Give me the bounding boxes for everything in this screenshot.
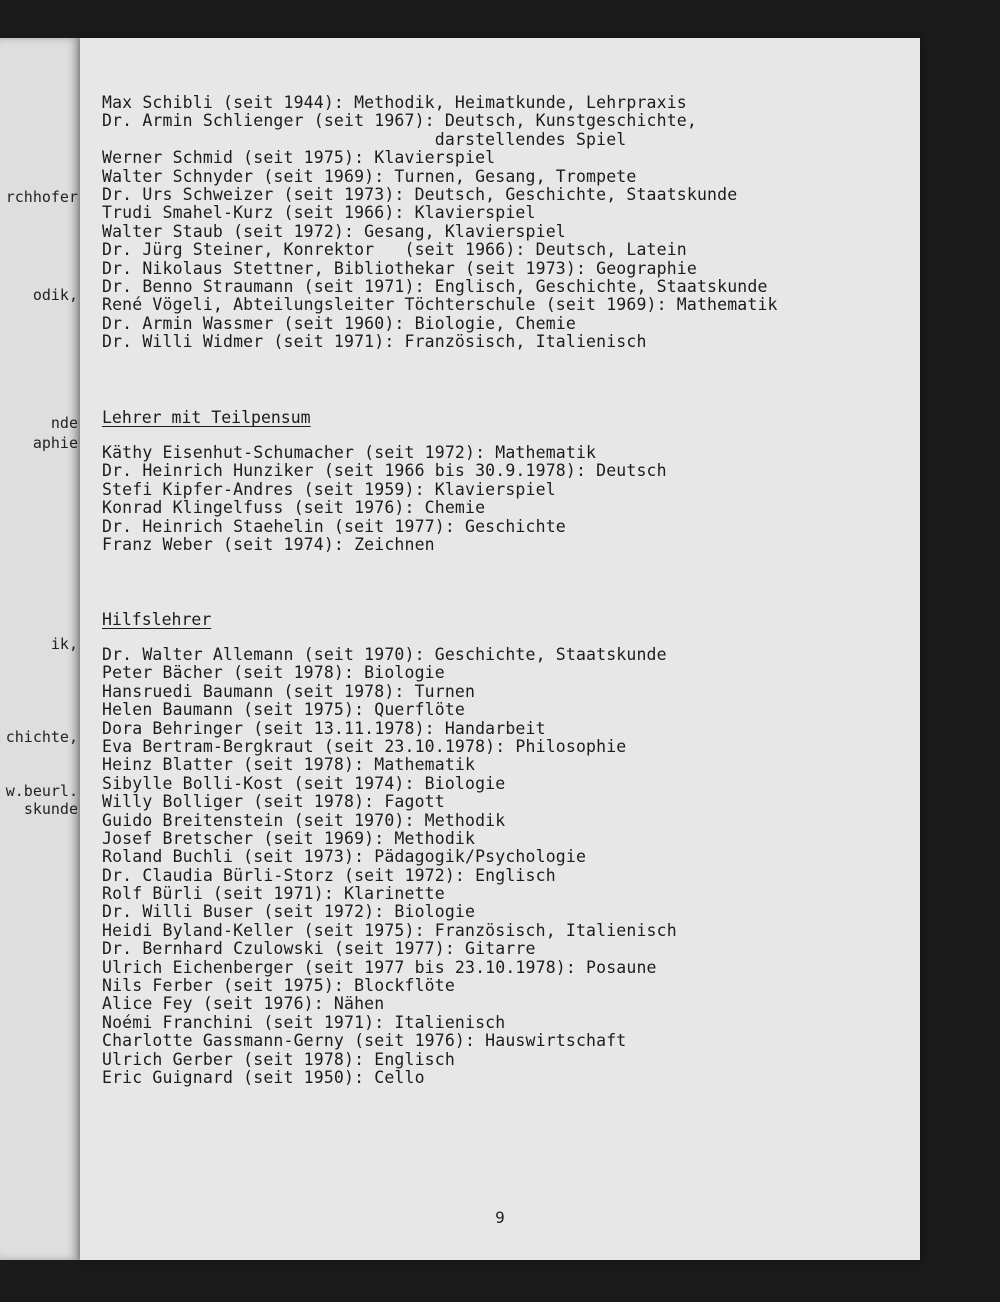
staff-entry-line: Walter Staub (seit 1972): Gesang, Klavierspiel — [102, 221, 566, 241]
staff-entry-line: Rolf Bürli (seit 1971): Klarinette — [102, 884, 445, 904]
section-heading-teilpensum: Lehrer mit Teilpensum — [102, 408, 311, 427]
prev-page-fragment: aphie — [32, 434, 78, 452]
prev-page-fragment: w.beurl. — [5, 782, 78, 800]
staff-entry-line: Sibylle Bolli-Kost (seit 1974): Biologie — [102, 773, 506, 793]
staff-entry-line: Dr. Willi Buser (seit 1972): Biologie — [102, 902, 476, 922]
staff-entry-line: Dr. Bernhard Czulowski (seit 1977): Gitarre — [102, 939, 536, 959]
staff-entry-line: Dr. Armin Schlienger (seit 1967): Deutsch, Kunstgeschichte, — [102, 111, 697, 131]
prev-page-fragment: odik, — [32, 286, 78, 304]
staff-entry-line: Franz Weber (seit 1974): Zeichnen — [102, 534, 435, 554]
staff-entry-line: Alice Fey (seit 1976): Nähen — [102, 994, 385, 1014]
staff-entry-line: Heinz Blatter (seit 1978): Mathematik — [102, 755, 476, 775]
staff-entry-line: Stefi Kipfer-Andres (seit 1959): Klavierspiel — [102, 479, 556, 499]
prev-page-fragment: ik, — [50, 635, 78, 653]
staff-entry-line: Dr. Heinrich Hunziker (seit 1966 bis 30.9.1978): Deutsch — [102, 461, 667, 481]
staff-entry-line: Heidi Byland-Keller (seit 1975): Französisch, Italienisch — [102, 920, 677, 940]
staff-entry-line: Ulrich Gerber (seit 1978): Englisch — [102, 1049, 455, 1069]
staff-entry-line: Walter Schnyder (seit 1969): Turnen, Gesang, Trompete — [102, 166, 637, 186]
staff-entry-line: Dr. Walter Allemann (seit 1970): Geschichte, Staatskunde — [102, 645, 667, 664]
prev-page-fragment: chichte, — [5, 728, 78, 746]
staff-entry-line: Käthy Eisenhut-Schumacher (seit 1972): Mathematik — [102, 443, 597, 462]
prev-page-fragment: skunde — [23, 800, 78, 818]
staff-entry-line: Ulrich Eichenberger (seit 1977 bis 23.10.1978): Posaune — [102, 957, 657, 977]
section-heading-hilfslehrer: Hilfslehrer — [102, 610, 212, 629]
staff-entry-line: Trudi Smahel-Kurz (seit 1966): Klavierspiel — [102, 203, 536, 223]
staff-entry-line: Dr. Benno Straumann (seit 1971): Englisch, Geschichte, Staatskunde — [102, 276, 768, 296]
staff-entry-line: Charlotte Gassmann-Gerny (seit 1976): Hauswirtschaft — [102, 1031, 627, 1051]
staff-entry-line: darstellendes Spiel — [102, 129, 627, 149]
staff-entry-line: Werner Schmid (seit 1975): Klavierspiel — [102, 148, 496, 168]
staff-entry-line: Dr. Armin Wassmer (seit 1960): Biologie, Chemie — [102, 313, 576, 333]
staff-entry-line: Max Schibli (seit 1944): Methodik, Heimatkunde, Lehrpraxis — [102, 93, 687, 112]
staff-entry-line: Nils Ferber (seit 1975): Blockflöte — [102, 976, 455, 996]
staff-entry-line: Dr. Heinrich Staehelin (seit 1977): Geschichte — [102, 516, 566, 536]
staff-entry-line: Roland Buchli (seit 1973): Pädagogik/Psychologie — [102, 847, 587, 867]
staff-entry-line: Josef Bretscher (seit 1969): Methodik — [102, 828, 476, 848]
document-page — [80, 38, 920, 1260]
staff-entry-line: René Vögeli, Abteilungsleiter Töchterschule (seit 1969): Mathematik — [102, 295, 778, 315]
staff-entry-line: Dr. Urs Schweizer (seit 1973): Deutsch, Geschichte, Staatskunde — [102, 184, 738, 204]
staff-entry-line: Dora Behringer (seit 13.11.1978): Handarbeit — [102, 718, 546, 738]
prev-page-fragment: nde — [50, 414, 78, 432]
staff-entry-line: Hansruedi Baumann (seit 1978): Turnen — [102, 681, 476, 701]
staff-entry-line: Konrad Klingelfuss (seit 1976): Chemie — [102, 498, 486, 518]
previous-page-edge — [0, 38, 80, 1260]
staff-entry-line: Dr. Claudia Bürli-Storz (seit 1972): Englisch — [102, 865, 556, 885]
page-number: 9 — [495, 1208, 505, 1227]
staff-entry-line: Guido Breitenstein (seit 1970): Methodik — [102, 810, 506, 830]
staff-entry-line: Noémi Franchini (seit 1971): Italienisch — [102, 1012, 506, 1032]
staff-entry-line: Eric Guignard (seit 1950): Cello — [102, 1067, 425, 1087]
staff-list-main — [102, 94, 778, 351]
staff-list-teilpensum — [102, 444, 667, 554]
staff-entry-line: Peter Bächer (seit 1978): Biologie — [102, 663, 445, 683]
staff-entry-line: Dr. Jürg Steiner, Konrektor (seit 1966): Deutsch, Latein — [102, 240, 687, 260]
staff-entry-line: Dr. Nikolaus Stettner, Bibliothekar (seit 1973): Geographie — [102, 258, 697, 278]
prev-page-fragment: rchhofer — [5, 188, 78, 206]
staff-entry-line: Dr. Willi Widmer (seit 1971): Französisch, Italienisch — [102, 332, 647, 352]
staff-entry-line: Helen Baumann (seit 1975): Querflöte — [102, 700, 466, 720]
staff-entry-line: Eva Bertram-Bergkraut (seit 23.10.1978): Philosophie — [102, 736, 627, 756]
staff-entry-line: Willy Bolliger (seit 1978): Fagott — [102, 792, 445, 812]
staff-list-hilfslehrer — [102, 646, 677, 1087]
